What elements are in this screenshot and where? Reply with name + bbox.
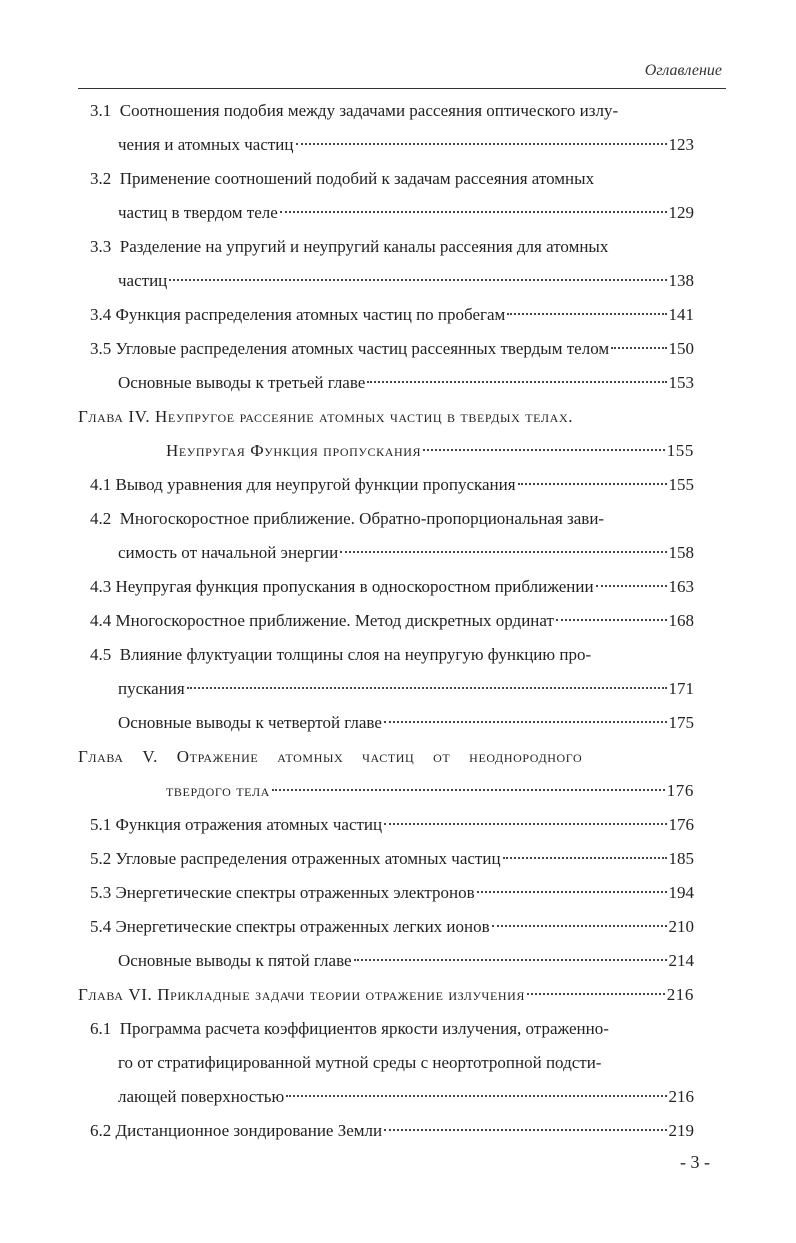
toc-page: 158 <box>668 543 694 562</box>
toc-title-cont: лающей поверхностью <box>118 1087 285 1106</box>
toc-entry-conclusions-4[interactable] <box>118 708 694 738</box>
toc-number: 3.3 <box>90 237 112 256</box>
toc-title: Энергетические спектры отраженных электронов <box>115 883 475 902</box>
toc-title-cont: симость от начальной энергии <box>118 543 339 562</box>
toc-page: 150 <box>668 339 694 358</box>
toc-number: 5.2 <box>90 849 112 868</box>
chapter-title: Глава VI. Прикладные задачи теории отражение излучения <box>78 985 526 1004</box>
toc-title-cont: частиц <box>118 271 168 290</box>
toc-page: 216 <box>666 985 694 1004</box>
toc-number: 3.4 <box>90 305 112 324</box>
toc-page: 175 <box>668 713 694 732</box>
toc-page: 141 <box>668 305 694 324</box>
dot-leader <box>384 823 666 825</box>
toc-entry-5-2[interactable] <box>90 844 694 874</box>
toc-title: Основные выводы к третьей главе <box>118 373 366 392</box>
toc-title: Энергетические спектры отраженных легких ионов <box>115 917 490 936</box>
toc-entry-6-1-cont[interactable] <box>118 1082 694 1112</box>
toc-title: Функция распределения атомных частиц по пробегам <box>115 305 506 324</box>
toc-page: 185 <box>668 849 694 868</box>
toc-title: Многоскоростное приближение. Обратно-пропорциональная зави- <box>119 509 605 528</box>
toc-number: 4.1 <box>90 475 112 494</box>
toc-entry-3-1-cont[interactable] <box>118 130 694 160</box>
toc-number: 6.1 <box>90 1019 112 1038</box>
header-rule <box>78 88 726 89</box>
toc-entry-3-3 <box>90 232 608 262</box>
dot-leader <box>507 313 666 315</box>
toc-number: 5.1 <box>90 815 112 834</box>
toc-title: Угловые распределения отраженных атомных частиц <box>115 849 501 868</box>
toc-title: Основные выводы к четвертой главе <box>118 713 382 732</box>
dot-leader <box>280 211 667 213</box>
toc-entry-5-4[interactable] <box>90 912 694 942</box>
dot-leader <box>367 381 666 383</box>
toc-page: 194 <box>668 883 694 902</box>
toc-number: 6.2 <box>90 1121 112 1140</box>
toc-entry-3-4[interactable] <box>90 300 694 330</box>
toc-page: 176 <box>666 781 694 800</box>
dot-leader <box>187 687 667 689</box>
chapter-title: Глава IV. Неупругое рассеяние атомных частиц в твердых телах. <box>78 407 574 426</box>
toc-page: 129 <box>668 203 694 222</box>
toc-number: 5.4 <box>90 917 112 936</box>
dot-leader <box>384 1129 666 1131</box>
toc-page: 214 <box>668 951 694 970</box>
toc-title: Соотношения подобия между задачами рассеяния оптического излу- <box>119 101 619 120</box>
toc-entry-4-2-cont[interactable] <box>118 538 694 568</box>
toc-title-cont: пускания <box>118 679 185 698</box>
chapter-title-cont: Неупругая Функция пропускания <box>166 441 422 460</box>
dot-leader <box>340 551 666 553</box>
chapter-title-cont: твердого тела <box>166 781 270 800</box>
toc-number: 3.1 <box>90 101 112 120</box>
toc-entry-4-1[interactable] <box>90 470 694 500</box>
toc-number: 4.5 <box>90 645 112 664</box>
toc-chapter-6[interactable] <box>78 980 694 1010</box>
dot-leader <box>286 1095 666 1097</box>
toc-entry-4-4[interactable] <box>90 606 694 636</box>
dot-leader <box>354 959 667 961</box>
toc-page: 176 <box>668 815 694 834</box>
toc-number: 3.2 <box>90 169 112 188</box>
toc-entry-3-2-cont[interactable] <box>118 198 694 228</box>
dot-leader <box>527 993 665 995</box>
toc-title: Дистанционное зондирование Земли <box>115 1121 383 1140</box>
toc-entry-6-2[interactable] <box>90 1116 694 1146</box>
dot-leader <box>492 925 667 927</box>
toc-title: Основные выводы к пятой главе <box>118 951 352 970</box>
toc-chapter-4 <box>78 402 573 432</box>
toc-title: Многоскоростное приближение. Метод дискретных ординат <box>115 611 554 630</box>
toc-title: Вывод уравнения для неупругой функции пропускания <box>115 475 516 494</box>
chapter-title: Глава V. Отражение атомных частиц от неоднородного <box>78 747 583 766</box>
toc-page: 138 <box>668 271 694 290</box>
dot-leader <box>596 585 667 587</box>
toc-entry-conclusions-5[interactable] <box>118 946 694 976</box>
toc-page: 216 <box>668 1087 694 1106</box>
toc-entry-3-3-cont[interactable] <box>118 266 694 296</box>
toc-number: 4.3 <box>90 577 112 596</box>
toc-page: 153 <box>668 373 694 392</box>
toc-page: 155 <box>666 441 694 460</box>
dot-leader <box>611 347 666 349</box>
dot-leader <box>296 143 667 145</box>
dot-leader <box>477 891 667 893</box>
toc-entry-5-3[interactable] <box>90 878 694 908</box>
dot-leader <box>503 857 667 859</box>
toc-page: 155 <box>668 475 694 494</box>
toc-page: 171 <box>668 679 694 698</box>
toc-chapter-5-cont[interactable] <box>166 776 694 806</box>
toc-page: 123 <box>668 135 694 154</box>
toc-entry-6-1-line2 <box>118 1048 601 1078</box>
toc-entry-4-5 <box>90 640 591 670</box>
toc-title-cont: частиц в твердом теле <box>118 203 278 222</box>
toc-entry-4-3[interactable] <box>90 572 694 602</box>
dot-leader <box>272 789 665 791</box>
toc-title-cont: го от стратифицированной мутной среды с неортотропной подсти- <box>118 1053 602 1072</box>
page-number: - 3 - <box>680 1152 710 1172</box>
toc-title: Влияние флуктуации толщины слоя на неупругую функцию про- <box>119 645 592 664</box>
toc-number: 3.5 <box>90 339 112 358</box>
toc-chapter-5 <box>78 742 694 772</box>
toc-page: 219 <box>668 1121 694 1140</box>
toc-title: Программа расчета коэффициентов яркости излучения, отраженно- <box>119 1019 609 1038</box>
toc-title: Неупругая функция пропускания в односкоростном приближении <box>115 577 594 596</box>
toc-title-cont: чения и атомных частиц <box>118 135 294 154</box>
dot-leader <box>423 449 665 451</box>
toc-page: 168 <box>668 611 694 630</box>
toc-title: Разделение на упругий и неупругий каналы рассеяния для атомных <box>119 237 609 256</box>
toc-chapter-4-cont[interactable] <box>166 436 694 466</box>
toc-number: 4.4 <box>90 611 112 630</box>
toc-entry-3-5[interactable] <box>90 334 694 364</box>
toc-entry-6-1 <box>90 1014 609 1044</box>
toc-title: Функция отражения атомных частиц <box>115 815 383 834</box>
toc-entry-4-2 <box>90 504 604 534</box>
toc-page: 210 <box>668 917 694 936</box>
dot-leader <box>384 721 667 723</box>
toc-title: Угловые распределения атомных частиц рассеянных твердым телом <box>115 339 610 358</box>
running-header: Оглавление <box>644 62 722 79</box>
toc-number: 4.2 <box>90 509 112 528</box>
toc-entry-3-1 <box>90 96 618 126</box>
toc-number: 5.3 <box>90 883 112 902</box>
toc-entry-conclusions-3[interactable] <box>118 368 694 398</box>
toc-title: Применение соотношений подобий к задачам рассеяния атомных <box>119 169 595 188</box>
dot-leader <box>556 619 667 621</box>
toc-entry-3-2 <box>90 164 594 194</box>
toc-page: 163 <box>668 577 694 596</box>
dot-leader <box>169 279 666 281</box>
toc-entry-5-1[interactable] <box>90 810 694 840</box>
dot-leader <box>518 483 667 485</box>
toc-entry-4-5-cont[interactable] <box>118 674 694 704</box>
